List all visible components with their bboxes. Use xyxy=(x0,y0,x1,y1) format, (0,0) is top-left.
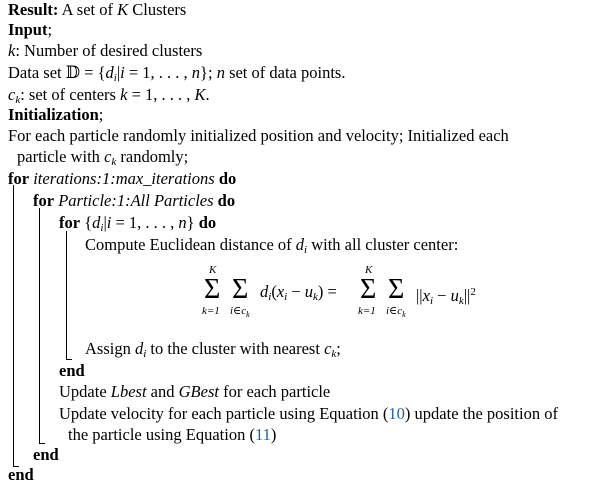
data-loop-header: for {$d_i|i = 1$, . . . , n} do xyxy=(59,213,217,234)
sum-symbol: Σ xyxy=(360,274,377,305)
sum-symbol: Σ xyxy=(204,274,221,305)
outer-loop-end: end xyxy=(8,465,34,484)
k-definition: k: Number of desired clusters xyxy=(8,41,203,60)
input-label: Input xyxy=(8,20,48,39)
compute-line: Compute Euclidean distance of $d_i$ with all cluster center: xyxy=(85,235,459,256)
init-text-2: particle with $c_k$ randomly; xyxy=(17,147,189,168)
particle-loop-end: end xyxy=(33,445,59,464)
particle-loop-rule xyxy=(39,208,40,444)
init-label: Initialization xyxy=(8,105,99,124)
distance-equation: K Σ k=1 Σ $i\in c_k$ $d_i(x_i - u_k)$ = K Σ k=1 Σ $i\in c_k$ $||x_i - u_k||^2$ xyxy=(202,264,476,319)
outer-loop-header: for iterations:1:max_iterations do xyxy=(8,169,237,188)
assign-line: Assign $d_i$ to the cluster with nearest $c_k$; xyxy=(85,339,341,360)
data-loop-end: end xyxy=(59,361,85,380)
input-line: Input; xyxy=(8,20,53,39)
init-line: Initialization; xyxy=(8,105,104,124)
equation-ref-11[interactable]: 11 xyxy=(254,425,271,444)
particle-loop-tick xyxy=(39,443,45,444)
result-line: Result: A set of K Clusters xyxy=(8,0,187,19)
result-label: Result: xyxy=(8,0,59,19)
update-best-line: Update Lbest and GBest for each particle xyxy=(59,382,331,401)
equation-ref-10[interactable]: 10 xyxy=(388,404,405,423)
update-velocity-line-1: Update velocity for each particle using Equation (10) update the position of xyxy=(59,404,558,423)
update-velocity-line-2: the particle using Equation (11) xyxy=(68,425,277,444)
dataset-definition: Data set 𝔻 = {$d_i|i = 1$, . . . , n}; n set of data points. xyxy=(8,63,346,84)
centers-definition: $c_k$: set of centers k = 1, . . . , K. xyxy=(8,85,210,106)
outer-loop-condition: iterations:1:max_iterations xyxy=(33,169,215,188)
data-loop-rule xyxy=(66,231,67,360)
sum-symbol: Σ xyxy=(232,274,249,305)
init-text-1: For each particle randomly initialized position and velocity; Initialized each xyxy=(8,126,509,145)
outer-loop-rule xyxy=(13,185,14,467)
sum-symbol: Σ xyxy=(388,274,405,305)
particle-loop-header: for Particle:1:All Particles do xyxy=(33,191,236,210)
particle-loop-condition: Particle:1:All Particles xyxy=(58,191,214,210)
data-loop-tick xyxy=(66,359,72,360)
